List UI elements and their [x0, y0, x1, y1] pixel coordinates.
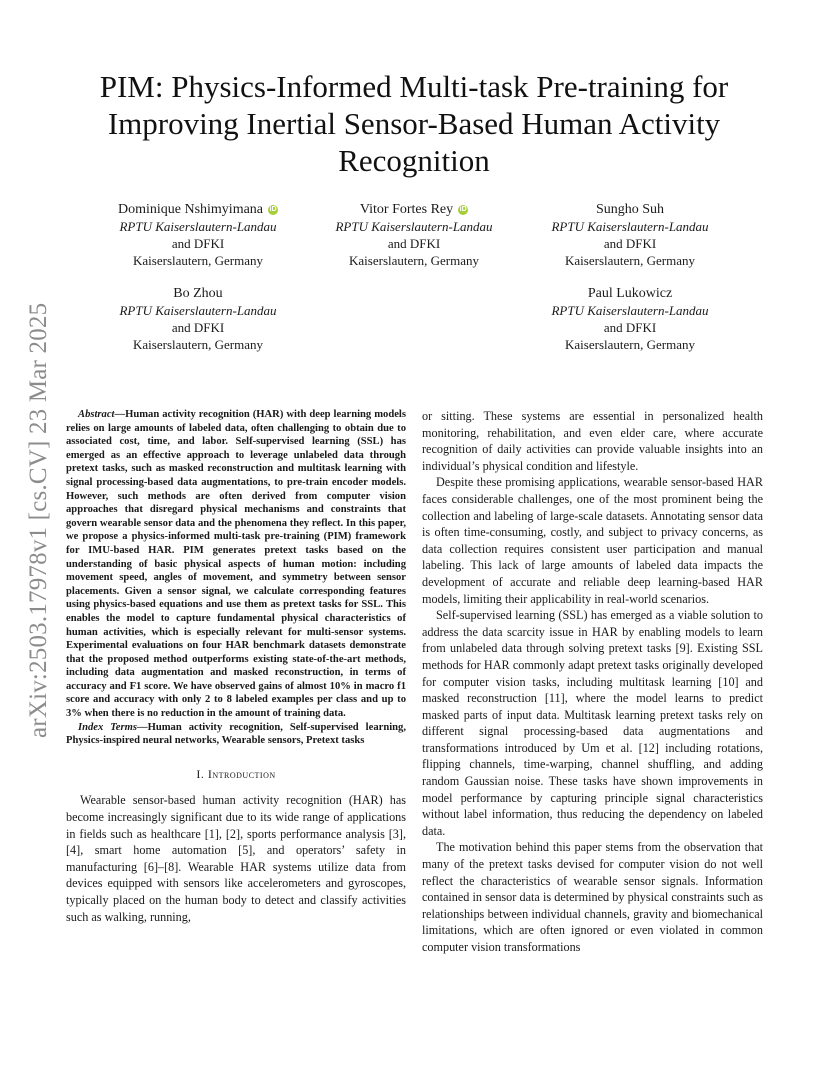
body-paragraph: The motivation behind this paper stems from the observation that many of the pretext tasks devised for computer vision do not well reflect the characteristics of wearable sensor signals. Information contained in sensor data is determined by physical constraints such as relationships between individual channels, gravity and biomechanical limitations, which are often ignored or even violated in common computer vision transformations	[422, 840, 763, 954]
title-line-1: PIM: Physics-Informed Multi-task Pre-training for	[99, 69, 729, 104]
author-affiliation: RPTU Kaiserslautern-Landau	[119, 219, 277, 234]
author-affiliation-2: and DFKI	[387, 236, 441, 251]
left-column	[66, 408, 406, 925]
author-affiliation: RPTU Kaiserslautern-Landau	[551, 219, 709, 234]
author-name: Vitor Fortes Rey	[359, 202, 454, 217]
body-paragraph: Self-supervised learning (SSL) has emerged as a viable solution to address the data scarcity issue in HAR by enabling models to learn from unlabeled data through solving pretext tasks [9]. Existing SSL methods for HAR commonly adapt pretext tasks originally developed for computer vision tasks, including multitask learning [10] and masked reconstruction [11], where the model learns to predict masked parts of input data. Multitask learning pretext tasks rely on different signal processing-based data augmentations and transformations introduced by Um et al. [12] including rotations, flipping channels, time-warping, channel shuffling, and adding random Gaussian noise. These tasks have shown improvements in model performance by capturing principle signal characteristics without label information, thus reducing the dependency on labeled data.	[422, 608, 763, 838]
author-affiliation: RPTU Kaiserslautern-Landau	[119, 303, 277, 318]
section-heading	[66, 766, 406, 783]
author-block-2	[294, 201, 534, 269]
author-name: Dominique Nshimyimana	[117, 202, 264, 217]
author-affiliation: RPTU Kaiserslautern-Landau	[551, 303, 709, 318]
author-block-5	[510, 285, 750, 353]
author-location: Kaiserslautern, Germany	[133, 253, 263, 268]
author-location: Kaiserslautern, Germany	[349, 253, 479, 268]
title-line-3: Recognition	[338, 143, 490, 178]
index-terms	[66, 721, 406, 748]
section-title: Introduction	[207, 766, 276, 781]
author-block-1	[78, 201, 318, 269]
author-location: Kaiserslautern, Germany	[565, 337, 695, 352]
body-paragraph: or sitting. These systems are essential in personalized health monitoring, rehabilitation, and even elder care, where accurate recognition of daily activities can provide valuable insights into an individual’s physical condition and lifestyle.	[422, 409, 763, 473]
author-name: Bo Zhou	[173, 286, 223, 301]
author-affiliation: RPTU Kaiserslautern-Landau	[335, 219, 493, 234]
body-paragraph: Despite these promising applications, wearable sensor-based HAR faces considerable challenges, one of the most prominent being the collection and labeling of large-scale datasets. Annotating sensor data is often time-consuming, costly, and subject to privacy concerns, as data collection requires consistent user participation and manual labeling. This lack of large amounts of labeled data impacts the development of accurate and reliable deep learning-based HAR models, limiting their applicability in real-world scenarios.	[422, 475, 763, 606]
paper-title	[60, 68, 768, 179]
author-affiliation-2: and DFKI	[171, 320, 225, 335]
author-affiliation-2: and DFKI	[603, 236, 657, 251]
abstract-label: Abstract	[78, 409, 115, 420]
arxiv-identifier	[14, 280, 58, 740]
author-location: Kaiserslautern, Germany	[565, 253, 695, 268]
orcid-icon[interactable]: iD	[459, 205, 467, 213]
arxiv-identifier-text: arXiv:2503.17978v1 [cs.CV] 23 Mar 2025	[25, 302, 52, 738]
abstract-text: —Human activity recognition (HAR) with deep learning models relies on large amounts of labeled data, often challenging to obtain due to associated cost, time, and labor. Self-supervised learning (SSL) has emerged as an effective approach to leverage unlabeled data through pretext tasks, such as masked reconstruction and multitask learning with signal processing-based data augmentations, to pre-train encoder models. However, such methods are often derived from computer vision approaches that disregard physical mechanisms and constraints that govern wearable sensor data and the phenomena they reflect. In this paper, we propose a physics-informed multi-task pre-training (PIM) framework for IMU-based HAR. PIM generates pretext tasks based on the understanding of basic physical aspects of human motion: including movement speed, angles of movement, and symmetry between sensor placements. Given a sensor signal, we calculate corresponding features using physics-based equations and use them as pretext tasks for SSL. This enables the model to capture fundamental physical characteristics of human activities, which is especially relevant for multi-sensor systems. Experimental evaluations on four HAR benchmark datasets demonstrate that the proposed method outperforms existing state-of-the-art methods, including data augmentation and masked reconstruction, in terms of accuracy and F1 score. We have observed gains of almost 10% in macro f1 score and accuracy with only 2 to 8 labeled examples per class and up to 3% when there is no reduction in the amount of training data.	[66, 409, 406, 720]
right-column	[422, 408, 763, 956]
body-paragraph: Wearable sensor-based human activity recognition (HAR) has become increasingly significant due to its wide range of applications in fields such as healthcare [1], [2], sports performance analysis [3], [4], smart home automation [5], and operators’ safety in manufacturing [6]–[8]. Wearable HAR systems utilize data from devices equipped with sensors like accelerometers and gyroscopes, typically placed on the human body to detect and classify activities such as walking, running,	[66, 793, 406, 924]
author-affiliation-2: and DFKI	[603, 320, 657, 335]
author-name: Sungho Suh	[595, 202, 665, 217]
abstract	[66, 408, 406, 721]
author-block-4	[78, 285, 318, 353]
author-block-3	[510, 201, 750, 269]
index-terms-label: Index Terms	[78, 721, 137, 733]
title-line-2: Improving Inertial Sensor-Based Human Activity	[107, 106, 721, 141]
orcid-icon[interactable]: iD	[269, 205, 277, 213]
author-affiliation-2: and DFKI	[171, 236, 225, 251]
index-terms-text: —Human activity recognition, Self-supervised learning, Physics-inspired neural networks, Wearable sensors, Pretext tasks	[66, 721, 406, 747]
section-numeral: I.	[196, 766, 205, 781]
author-name: Paul Lukowicz	[587, 286, 673, 301]
author-location: Kaiserslautern, Germany	[133, 337, 263, 352]
